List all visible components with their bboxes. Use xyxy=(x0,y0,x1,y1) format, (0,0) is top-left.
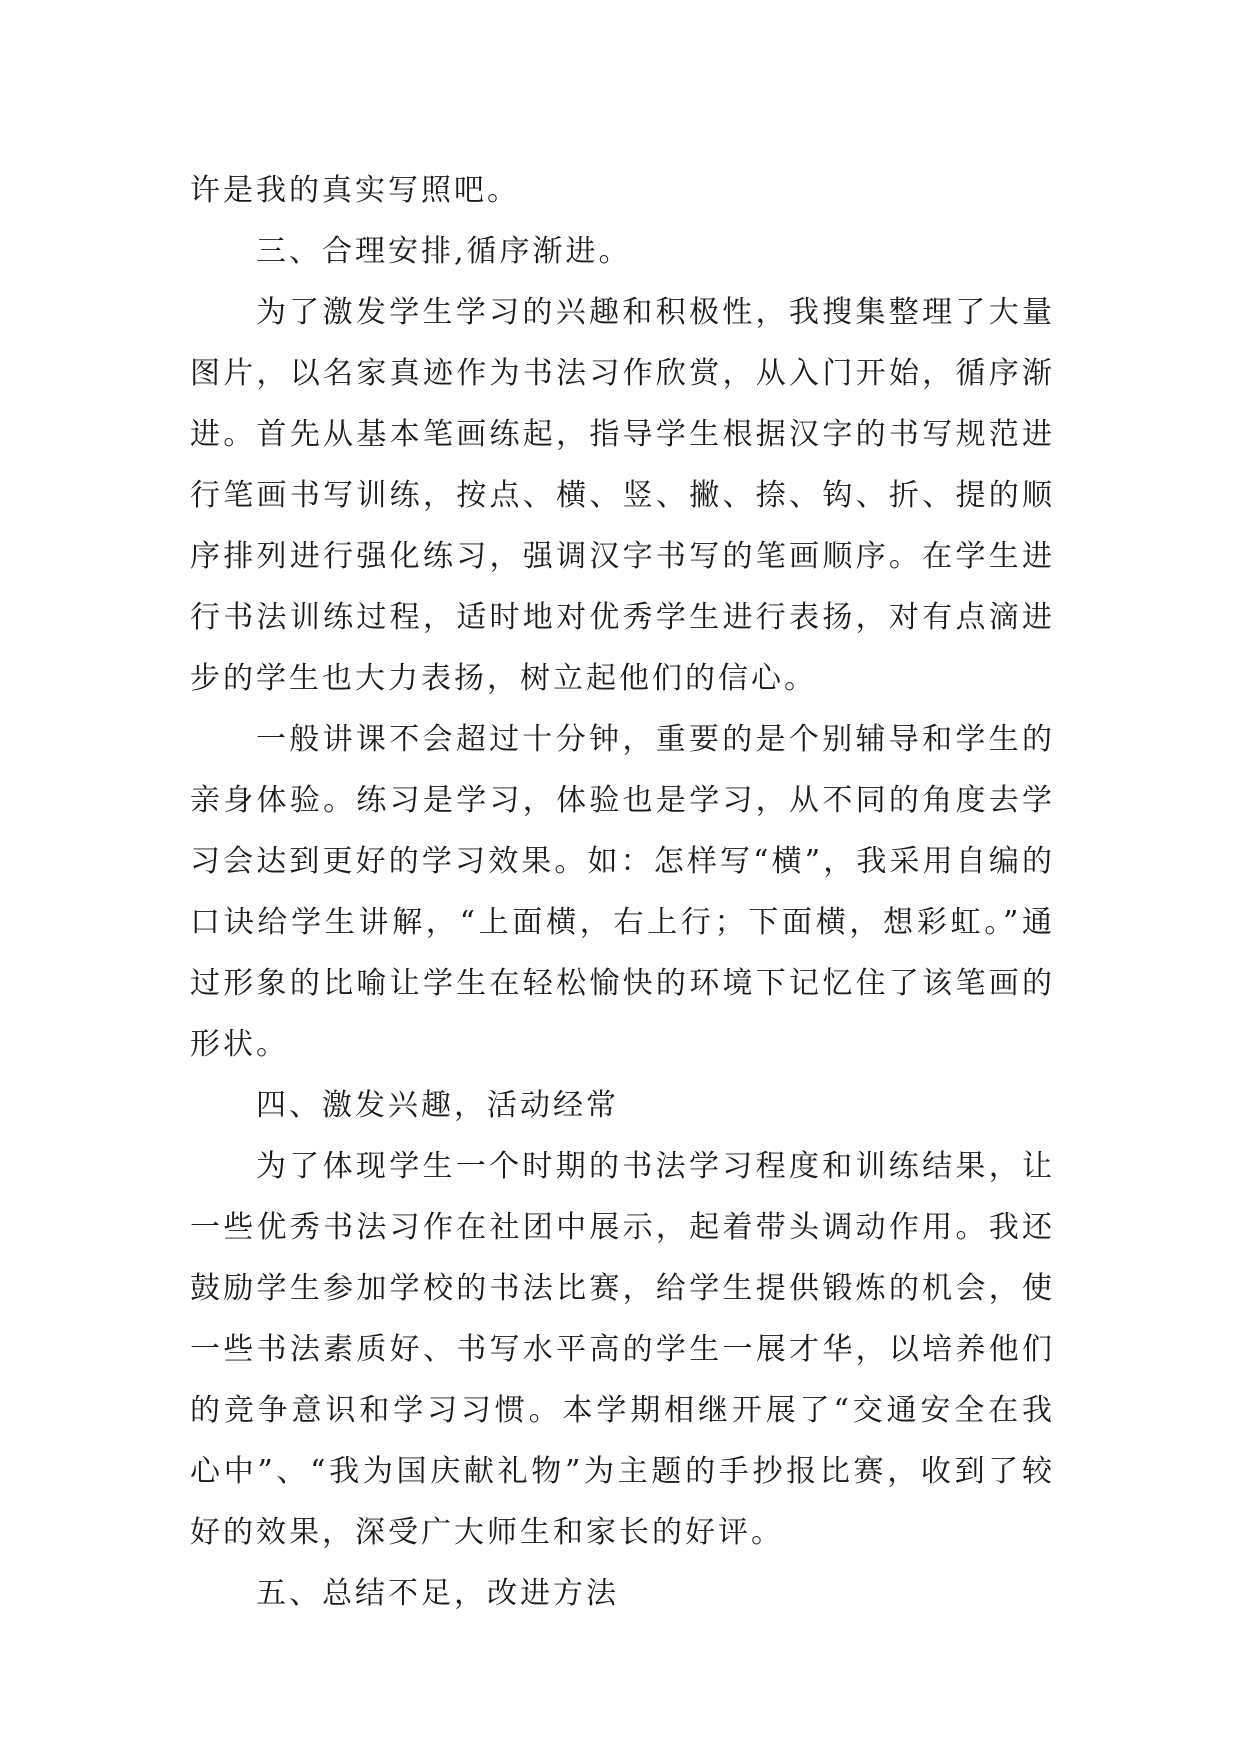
paragraph: 一般讲课不会超过十分钟，重要的是个别辅导和学生的亲身体验。练习是学习，体验也是学习，从不同的角度去学习会达到更好的学习效果。如：怎样写“横”，我采用自编的口诀给学生讲解，“上面横，右上行；下面横，想彩虹。”通过形象的比喻让学生在轻松愉快的环境下记忆住了该笔画的形状。 xyxy=(190,722,1055,1062)
paragraph-continuation: 许是我的真实写照吧。 xyxy=(190,173,520,208)
section-heading-3: 三、合理安排,循序渐进。 xyxy=(256,234,632,269)
paragraph: 为了激发学生学习的兴趣和积极性，我搜集整理了大量图片，以名家真迹作为书法习作欣赏，从入门开始，循序渐进。首先从基本笔画练起，指导学生根据汉字的书写规范进行笔画书写训练，按点、横、竖、撇、捺、钩、折、提的顺序排列进行强化练习，强调汉字书写的笔画顺序。在学生进行书法训练过程，适时地对优秀学生进行表扬，对有点滴进步的学生也大力表扬，树立起他们的信心。 xyxy=(190,295,1055,696)
paragraph: 为了体现学生一个时期的书法学习程度和训练结果，让一些优秀书法习作在社团中展示，起着带头调动作用。我还鼓励学生参加学校的书法比赛，给学生提供锻炼的机会，使一些书法素质好、书写水平高的学生一展才华，以培养他们的竞争意识和学习习惯。本学期相继开展了“交通安全在我心中”、“我为国庆献礼物”为主题的手抄报比赛，收到了较好的效果，深受广大师生和家长的好评。 xyxy=(190,1149,1055,1550)
document-body xyxy=(190,160,1055,1624)
section-heading-5: 五、总结不足，改进方法 xyxy=(256,1576,619,1611)
section-heading-4: 四、激发兴趣，活动经常 xyxy=(256,1088,619,1123)
